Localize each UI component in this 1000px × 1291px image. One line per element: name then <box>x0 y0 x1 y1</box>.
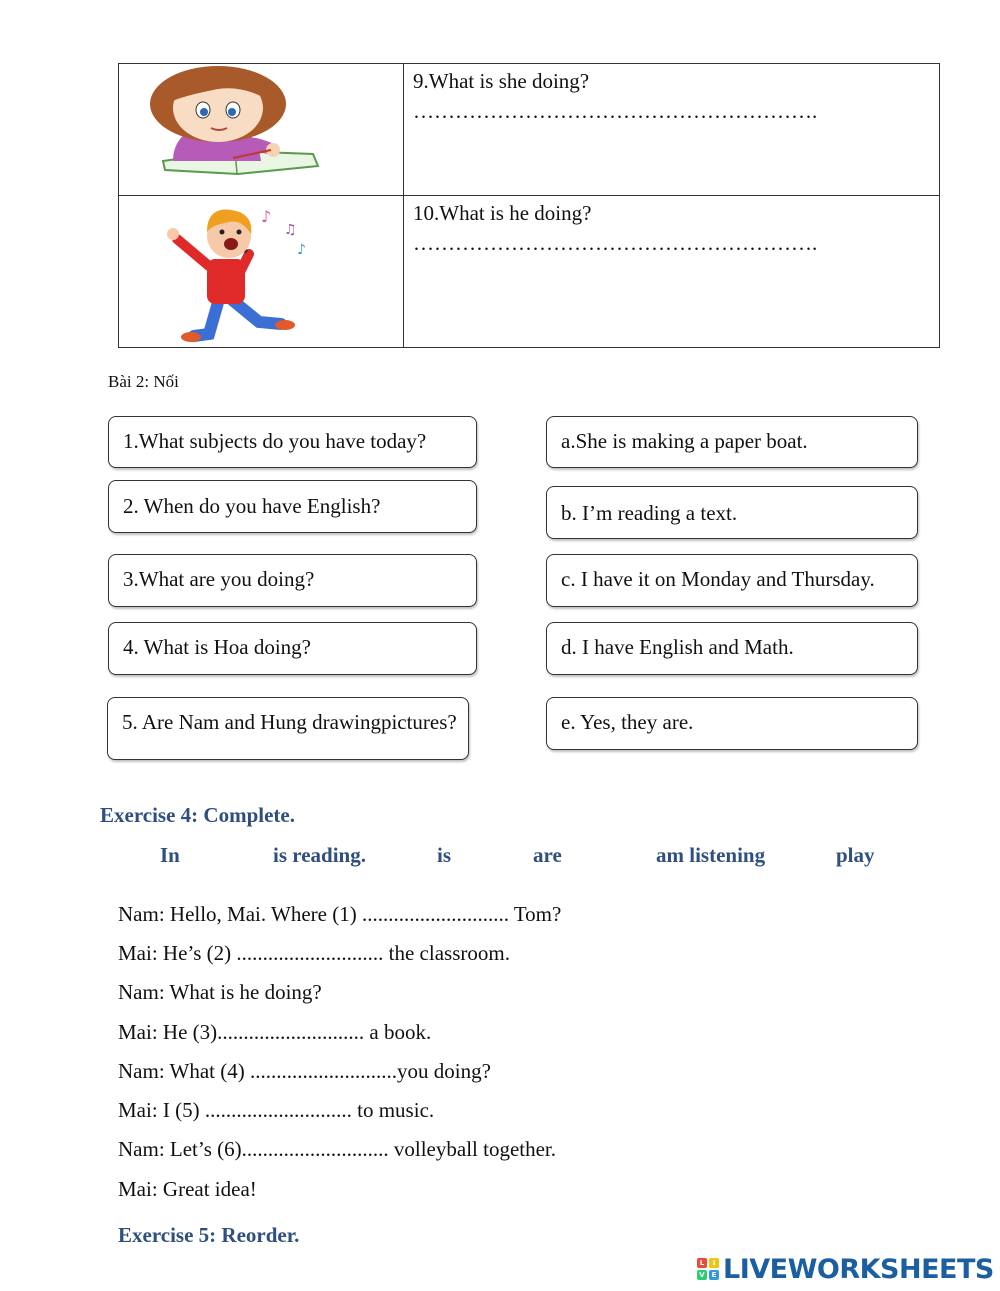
word-bank-item: am listening <box>656 843 766 867</box>
word-bank-item: are <box>533 843 562 867</box>
answer-line-10[interactable]: …………………………………………………. <box>413 231 818 255</box>
dialogue-line-5[interactable]: Nam: What (4) ............................you doing? <box>118 1059 491 1083</box>
liveworksheets-logo <box>697 1252 994 1286</box>
girl-writing-image <box>133 66 333 186</box>
question-10: 10.What is he doing? <box>413 201 592 225</box>
boy-singing-image <box>149 204 329 344</box>
logo-block: V <box>697 1270 707 1280</box>
exercise-table <box>118 63 940 348</box>
dialogue-line-3: Nam: What is he doing? <box>118 980 322 1004</box>
match-question-5[interactable]: 5. Are Nam and Hung drawingpictures? <box>107 697 469 760</box>
word-bank-item: In <box>160 843 180 867</box>
exercise-4-title: Exercise 4: Complete. <box>100 803 295 827</box>
logo-block: I <box>709 1258 719 1268</box>
logo-blocks-icon <box>697 1258 719 1280</box>
match-section-title: Bài 2: Nối <box>108 372 179 391</box>
logo-block: L <box>697 1258 707 1268</box>
dialogue-line-1[interactable]: Nam: Hello, Mai. Where (1) ............................ Tom? <box>118 902 562 926</box>
exercise-5-title: Exercise 5: Reorder. <box>118 1223 300 1247</box>
dialogue-line-2[interactable]: Mai: He’s (2) ............................ the classroom. <box>118 941 510 965</box>
logo-text: LIVEWORKSHEETS <box>723 1253 994 1285</box>
word-bank-item: is <box>437 843 452 867</box>
match-answer-b[interactable]: b. I’m reading a text. <box>546 486 918 539</box>
answer-line-9[interactable]: …………………………………………………. <box>413 99 818 123</box>
match-answer-c[interactable]: c. I have it on Monday and Thursday. <box>546 554 918 607</box>
dialogue-line-6[interactable]: Mai: I (5) ............................ to music. <box>118 1098 435 1122</box>
match-answer-d[interactable]: d. I have English and Math. <box>546 622 918 675</box>
match-question-2[interactable]: 2. When do you have English? <box>108 480 477 533</box>
svg-text:♪: ♪ <box>297 242 306 258</box>
match-answer-e[interactable]: e. Yes, they are. <box>546 697 918 750</box>
question-cell <box>404 64 940 196</box>
dialogue-line-7[interactable]: Nam: Let’s (6)............................ volleyball together. <box>118 1137 557 1161</box>
question-cell <box>404 196 940 348</box>
match-question-1[interactable]: 1.What subjects do you have today? <box>108 416 477 468</box>
logo-block: E <box>709 1270 719 1280</box>
word-bank-item: play <box>836 843 875 867</box>
svg-text:♫: ♫ <box>284 222 297 238</box>
match-question-4[interactable]: 4. What is Hoa doing? <box>108 622 477 675</box>
table-row <box>119 64 940 196</box>
dialogue-line-8: Mai: Great idea! <box>118 1177 257 1201</box>
dialogue-line-4[interactable]: Mai: He (3)............................ a book. <box>118 1020 432 1044</box>
match-question-3[interactable]: 3.What are you doing? <box>108 554 477 607</box>
match-answer-a[interactable]: a.She is making a paper boat. <box>546 416 918 468</box>
table-row <box>119 196 940 348</box>
svg-text:♪: ♪ <box>261 207 272 226</box>
picture-cell <box>119 64 404 196</box>
word-bank-item: is reading. <box>273 843 366 867</box>
question-9: 9.What is she doing? <box>413 69 590 93</box>
picture-cell <box>119 196 404 348</box>
